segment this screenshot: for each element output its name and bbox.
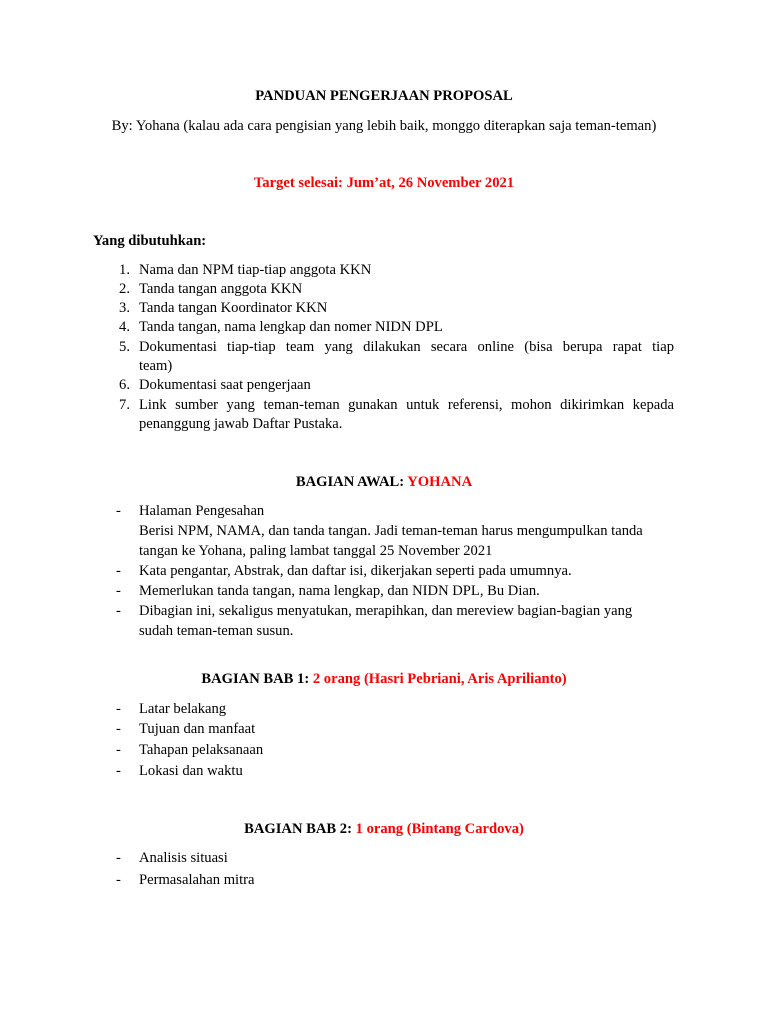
byline: By: Yohana (kalau ada cara pengisian yang lebih baik, monggo diterapkan saja teman-teman): [111, 118, 657, 134]
list-number: 4.: [119, 319, 130, 335]
bullet-dash: -: [116, 742, 121, 758]
section-heading-bab2: [0, 821, 768, 838]
bullet-dash: -: [116, 721, 121, 737]
list-text-continued: penanggung jawab Daftar Pustaka.: [139, 416, 343, 432]
section-label: BAGIAN BAB 2:: [244, 821, 356, 837]
list-number: 2.: [119, 281, 130, 297]
document-title: PANDUAN PENGERJAAN PROPOSAL: [255, 88, 513, 104]
list-text: Halaman Pengesahan: [139, 503, 265, 519]
section-person: 1 orang (Bintang Cardova): [355, 821, 524, 837]
bullet-dash: -: [116, 503, 121, 519]
bullet-dash: -: [116, 872, 121, 888]
list-text-continued: Berisi NPM, NAMA, dan tanda tangan. Jadi teman-teman harus mengumpulkan tanda: [139, 523, 643, 539]
list-text: Analisis situasi: [139, 850, 228, 866]
section-person: YOHANA: [407, 474, 473, 490]
list-text: Tanda tangan anggota KKN: [139, 281, 303, 297]
list-text: Link sumber yang teman-teman gunakan untuk referensi, mohon dikirimkan kepada: [139, 397, 674, 413]
list-text: Dokumentasi saat pengerjaan: [139, 377, 311, 393]
list-text-continued: sudah teman-teman susun.: [139, 623, 294, 639]
bullet-dash: -: [116, 583, 121, 599]
list-text: Dokumentasi tiap-tiap team yang dilakukan secara online (bisa berupa rapat tiap: [139, 339, 674, 355]
list-number: 7.: [119, 397, 130, 413]
bullet-dash: -: [116, 850, 121, 866]
list-text: Lokasi dan waktu: [139, 763, 243, 779]
needs-heading: Yang dibutuhkan:: [93, 233, 207, 249]
list-text-continued: team): [139, 358, 173, 374]
list-text: Dibagian ini, sekaligus menyatukan, merapihkan, dan mereview bagian-bagian yang: [139, 603, 633, 619]
list-text-continued: tangan ke Yohana, paling lambat tanggal 25 November 2021: [139, 543, 493, 559]
list-text: Tahapan pelaksanaan: [139, 742, 264, 758]
bullet-dash: -: [116, 701, 121, 717]
target-date: Target selesai: Jum’at, 26 November 2021: [253, 175, 515, 191]
section-person: 2 orang (Hasri Pebriani, Aris Aprilianto): [312, 671, 567, 687]
list-text: Kata pengantar, Abstrak, dan daftar isi, dikerjakan seperti pada umumnya.: [139, 563, 572, 579]
list-text: Tujuan dan manfaat: [139, 721, 256, 737]
list-number: 6.: [119, 377, 130, 393]
list-text: Latar belakang: [139, 701, 227, 717]
list-text: Tanda tangan, nama lengkap dan nomer NIDN DPL: [139, 319, 443, 335]
list-number: 1.: [119, 262, 130, 278]
section-heading-bab1: [0, 671, 768, 688]
bullet-dash: -: [116, 603, 121, 619]
list-text: Memerlukan tanda tangan, nama lengkap, dan NIDN DPL, Bu Dian.: [139, 583, 540, 599]
list-text: Nama dan NPM tiap-tiap anggota KKN: [139, 262, 372, 278]
bullet-dash: -: [116, 563, 121, 579]
list-number: 5.: [119, 339, 130, 355]
section-label: BAGIAN AWAL:: [295, 474, 408, 490]
bullet-dash: -: [116, 763, 121, 779]
list-number: 3.: [119, 300, 130, 316]
list-text: Tanda tangan Koordinator KKN: [139, 300, 328, 316]
section-label: BAGIAN BAB 1:: [201, 671, 313, 687]
section-heading-awal: [0, 474, 768, 491]
list-text: Permasalahan mitra: [139, 872, 255, 888]
